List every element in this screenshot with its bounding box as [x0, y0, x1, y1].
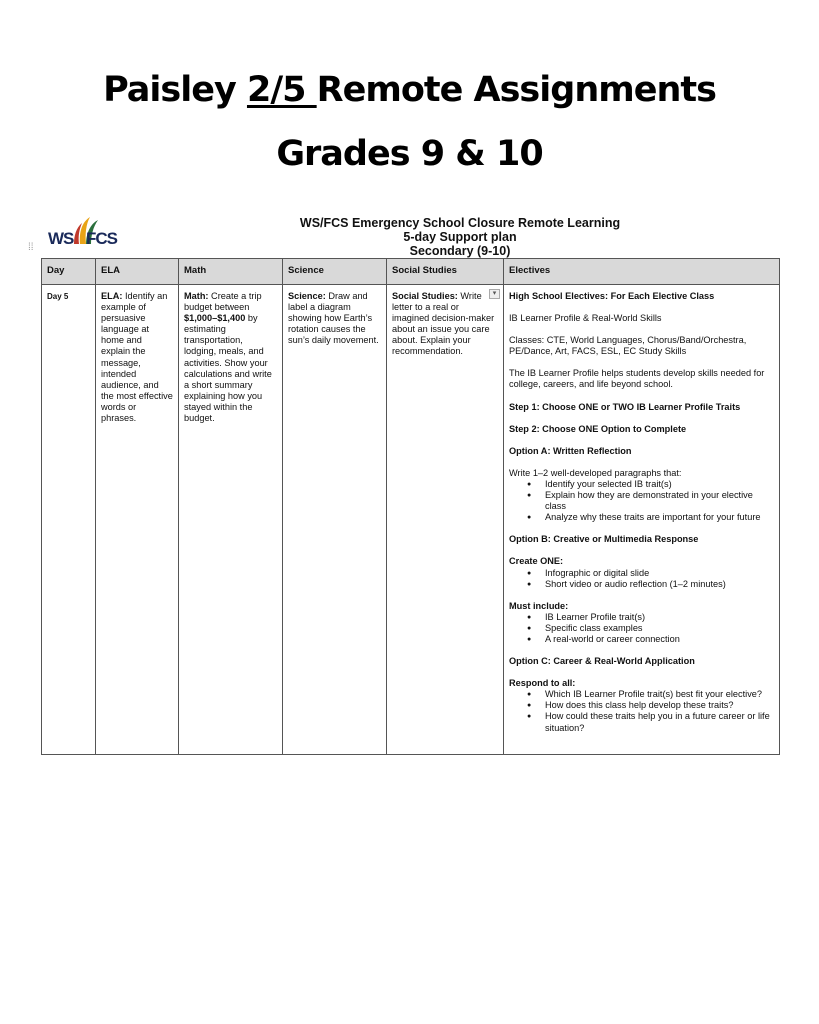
table-row	[42, 285, 780, 755]
list-item: ● A real-world or career connection	[527, 634, 774, 645]
header-science: Science	[283, 259, 387, 285]
header-ela: ELA	[96, 259, 179, 285]
logo-ws-text: WS	[48, 229, 74, 248]
cell-day: Day 5	[42, 285, 96, 755]
option-a-lead: Write 1–2 well-developed paragraphs that:	[509, 467, 682, 478]
document-grade-range: Secondary (9-10)	[409, 244, 511, 258]
logo-fcs-text: FCS	[86, 229, 117, 248]
option-a-list	[527, 479, 774, 523]
list-item: ● Which IB Learner Profile trait(s) best fit your elective?	[527, 689, 774, 700]
electives-step1: Step 1: Choose ONE or TWO IB Learner Profile Traits	[509, 401, 741, 412]
cell-electives	[504, 285, 780, 755]
must-include-label: Must include:	[509, 600, 569, 611]
list-item: ● Short video or audio reflection (1–2 minutes)	[527, 579, 774, 590]
document-title: WS/FCS Emergency School Closure Remote Learning	[299, 216, 621, 230]
table-move-handle-icon[interactable]: ⁞⁞	[28, 242, 34, 253]
wsfcs-logo	[46, 214, 122, 256]
electives-profile: IB Learner Profile & Real-World Skills	[509, 313, 662, 324]
list-item: ● How does this class help develop these traits?	[527, 700, 774, 711]
list-item: ● How could these traits help you in a future career or life situation?	[527, 711, 774, 733]
respond-label: Respond to all:	[509, 678, 576, 689]
header-social-studies: Social Studies	[387, 259, 504, 285]
header-math: Math	[179, 259, 283, 285]
electives-classes: Classes: CTE, World Languages, Chorus/Band/Orchestra, PE/Dance, Art, FACS, ESL, EC Study Skills	[509, 335, 747, 357]
heading-date: 2/5	[246, 70, 317, 110]
cell-social-studies: ▾ Social Studies: Write letter to a real or imagined decision-maker about an issue you care about. Explain your recommendation.	[387, 285, 504, 755]
header-electives: Electives	[504, 259, 780, 285]
cell-ela: ELA: Identify an example of persuasive language at home and explain the message, intended audience, and the most effective words or phrases.	[96, 285, 179, 755]
respond-list	[527, 689, 774, 733]
create-one-label: Create ONE:	[509, 556, 564, 567]
list-item: ● Identify your selected IB trait(s)	[527, 479, 774, 490]
option-b-heading: Option B: Creative or Multimedia Response	[509, 534, 699, 545]
cell-science: Science: Draw and label a diagram showing how Earth’s rotation causes the sun’s daily movement.	[283, 285, 387, 755]
list-item: ● Specific class examples	[527, 623, 774, 634]
header-day: Day	[42, 259, 96, 285]
electives-step2: Step 2: Choose ONE Option to Complete	[509, 423, 687, 434]
option-c-heading: Option C: Career & Real-World Application	[509, 656, 695, 667]
cell-math: Math: Create a trip budget between $1,000–$1,400 by estimating transportation, lodging, meals, and activities. Show your calculations and write a short summary explaining how you stayed within the budget.	[179, 285, 283, 755]
list-item: ● Explain how they are demonstrated in your elective class	[527, 490, 774, 512]
electives-intro: The IB Learner Profile helps students develop skills needed for college, careers, and life beyond school.	[509, 368, 765, 390]
create-one-list	[527, 568, 774, 590]
table-header-row	[42, 259, 780, 285]
list-item: ● Infographic or digital slide	[527, 568, 774, 579]
option-a-heading: Option A: Written Reflection	[509, 445, 632, 456]
page-heading-line1: Paisley 2/5 Remote Assignments	[103, 70, 716, 110]
list-item: ● IB Learner Profile trait(s)	[527, 612, 774, 623]
list-item: ● Analyze why these traits are important for your future	[527, 512, 774, 523]
page-heading-line2: Grades 9 & 10	[276, 134, 543, 174]
assignment-table	[41, 258, 780, 755]
must-include-list	[527, 612, 774, 645]
cell-dropdown-icon[interactable]: ▾	[489, 289, 500, 299]
document-subtitle: 5-day Support plan	[403, 230, 517, 244]
electives-heading: High School Electives: For Each Elective Class	[509, 291, 715, 301]
